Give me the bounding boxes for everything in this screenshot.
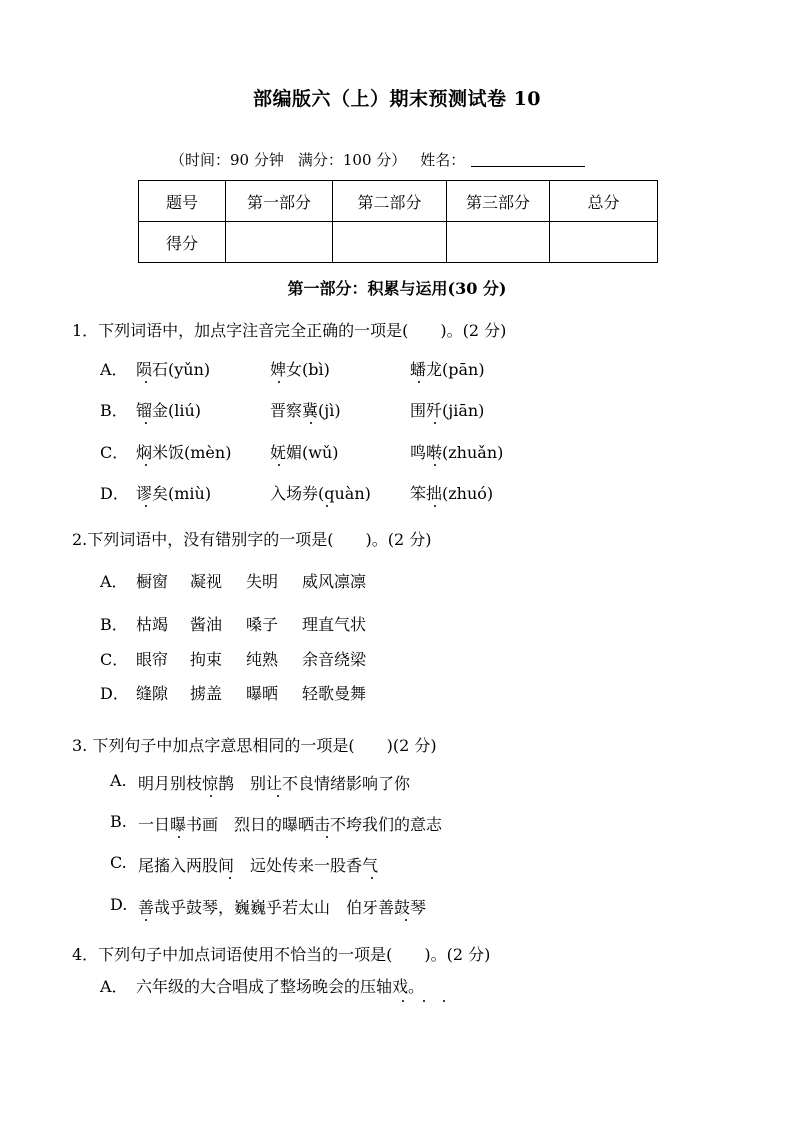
q2-option-b-label: B． bbox=[100, 615, 128, 634]
q2-stem: 2.下列词语中，没有错别字的一项是( )。(2 分) bbox=[72, 530, 432, 549]
emphasis-dot bbox=[443, 1000, 445, 1002]
q1-option-c-word1: 焖米饭(mèn) bbox=[136, 443, 232, 462]
q4-stem: 4．下列句子中加点词语使用不恰当的一项是( )。(2 分) bbox=[72, 945, 491, 964]
name-label: 姓名： bbox=[420, 151, 466, 169]
q1-option-b-label: B． bbox=[100, 401, 128, 420]
page-title: 部编版六（上）期末预测试卷 10 bbox=[252, 88, 542, 110]
score-cell-total[interactable] bbox=[550, 222, 658, 263]
emphasis-dot bbox=[434, 422, 436, 424]
q3-option-c-text: 尾搐入两股间 远处传来一股香气 bbox=[138, 856, 379, 875]
q2-option-b-word: 枯竭 bbox=[136, 615, 169, 634]
q2-option-a-word: 橱窗 bbox=[136, 572, 169, 591]
q3-option-c-label: C. bbox=[110, 853, 127, 872]
score-table-header-row bbox=[139, 181, 658, 222]
q1-option-d-word3: 笨拙(zhuó) bbox=[410, 484, 494, 503]
emphasis-dot bbox=[434, 505, 436, 507]
q4-option-a-label: A． bbox=[100, 977, 128, 996]
q2-option-d-word: 曝晒 bbox=[246, 684, 279, 703]
emphasis-dot bbox=[229, 877, 231, 879]
q4-option-a-text: 六年级的大合唱成了整场晚会的压轴戏。 bbox=[136, 977, 425, 996]
section1-heading: 第一部分：积累与运用(30 分) bbox=[287, 279, 507, 298]
q1-option-b-word1: 镏金(liú) bbox=[136, 401, 202, 420]
q2-option-c-word: 拘束 bbox=[190, 650, 223, 669]
emphasis-dot bbox=[310, 422, 312, 424]
emphasis-dot bbox=[402, 1000, 404, 1002]
q2-option-a-word: 失明 bbox=[246, 572, 279, 591]
score-cell-part2[interactable] bbox=[333, 222, 447, 263]
score-cell-part1[interactable] bbox=[226, 222, 333, 263]
q2-option-b-word: 酱油 bbox=[190, 615, 223, 634]
score-table bbox=[138, 180, 658, 263]
emphasis-dot bbox=[418, 381, 420, 383]
q2-option-a-word: 凝视 bbox=[190, 572, 223, 591]
q1-option-c-word3: 鸣啭(zhuǎn) bbox=[410, 443, 504, 462]
q1-option-d-word1: 谬矣(miù) bbox=[136, 484, 212, 503]
q2-option-a-word: 威风凛凛 bbox=[302, 572, 367, 591]
emphasis-dot bbox=[145, 381, 147, 383]
q1-option-b-word2: 晋察冀(jì) bbox=[270, 401, 341, 420]
score-table-cell: 题号 bbox=[139, 181, 226, 222]
exam-info bbox=[170, 149, 585, 170]
emphasis-dot bbox=[210, 795, 212, 797]
score-table-cell: 总分 bbox=[550, 181, 658, 222]
emphasis-dot bbox=[434, 464, 436, 466]
time-info: （时间：90 分钟 bbox=[170, 151, 284, 169]
emphasis-dot bbox=[178, 836, 180, 838]
q3-option-a-text: 明月别枝惊鹊 别让不良情绪影响了你 bbox=[138, 774, 411, 793]
score-table-cell: 第一部分 bbox=[226, 181, 333, 222]
q2-option-d-word: 缝隙 bbox=[136, 684, 169, 703]
q1-option-a-label: A． bbox=[100, 360, 128, 379]
emphasis-dot bbox=[145, 464, 147, 466]
q2-option-a-label: A． bbox=[100, 572, 128, 591]
emphasis-dot bbox=[278, 381, 280, 383]
q2-option-d-label: D． bbox=[100, 684, 129, 703]
q1-option-c-label: C． bbox=[100, 443, 129, 462]
q3-option-d-label: D. bbox=[110, 895, 128, 914]
q1-option-a-word1: 陨石(yǔn) bbox=[136, 360, 211, 379]
emphasis-dot bbox=[405, 919, 407, 921]
q2-option-c-word: 眼帘 bbox=[136, 650, 169, 669]
q2-option-b-word: 理直气状 bbox=[302, 615, 367, 634]
q1-option-a-word2: 婢女(bì) bbox=[270, 360, 330, 379]
emphasis-dot bbox=[145, 919, 147, 921]
q2-option-d-word: 轻歌曼舞 bbox=[302, 684, 367, 703]
score-table-cell: 第三部分 bbox=[447, 181, 550, 222]
q3-stem: 3. 下列句子中加点字意思相同的一项是( )(2 分) bbox=[72, 736, 437, 755]
emphasis-dot bbox=[326, 505, 328, 507]
q3-option-b-label: B. bbox=[110, 812, 127, 831]
q1-stem: 1．下列词语中，加点字注音完全正确的一项是( )。(2 分) bbox=[72, 321, 507, 340]
q1-option-a-word3: 蟠龙(pān) bbox=[410, 360, 485, 379]
q3-option-d-text: 善哉乎鼓琴，巍巍乎若太山 伯牙善鼓琴 bbox=[138, 898, 427, 917]
score-cell-part3[interactable] bbox=[447, 222, 550, 263]
q1-option-c-word2: 妩媚(wǔ) bbox=[270, 443, 339, 462]
name-blank[interactable] bbox=[471, 166, 585, 167]
emphasis-dot bbox=[145, 422, 147, 424]
emphasis-dot bbox=[423, 1000, 425, 1002]
emphasis-dot bbox=[326, 836, 328, 838]
score-table-cell: 第二部分 bbox=[333, 181, 447, 222]
q2-option-c-word: 纯熟 bbox=[246, 650, 279, 669]
score-row-label: 得分 bbox=[139, 222, 226, 263]
emphasis-dot bbox=[278, 464, 280, 466]
emphasis-dot bbox=[277, 795, 279, 797]
emphasis-dot bbox=[145, 505, 147, 507]
q3-option-b-text: 一日曝书画 烈日的曝晒击不垮我们的意志 bbox=[138, 815, 443, 834]
q3-option-a-label: A. bbox=[110, 771, 127, 790]
score-table-score-row bbox=[139, 222, 658, 263]
full-score-info: 满分：100 分） bbox=[297, 151, 407, 169]
q1-option-b-word3: 围歼(jiān) bbox=[410, 401, 485, 420]
q1-option-d-word2: 入场券(quàn) bbox=[270, 484, 371, 503]
q1-option-d-label: D． bbox=[100, 484, 129, 503]
q2-option-c-label: C． bbox=[100, 650, 129, 669]
q2-option-b-word: 嗓子 bbox=[246, 615, 279, 634]
q2-option-d-word: 掳盖 bbox=[190, 684, 223, 703]
q2-option-c-word: 余音绕梁 bbox=[302, 650, 367, 669]
emphasis-dot bbox=[371, 877, 373, 879]
